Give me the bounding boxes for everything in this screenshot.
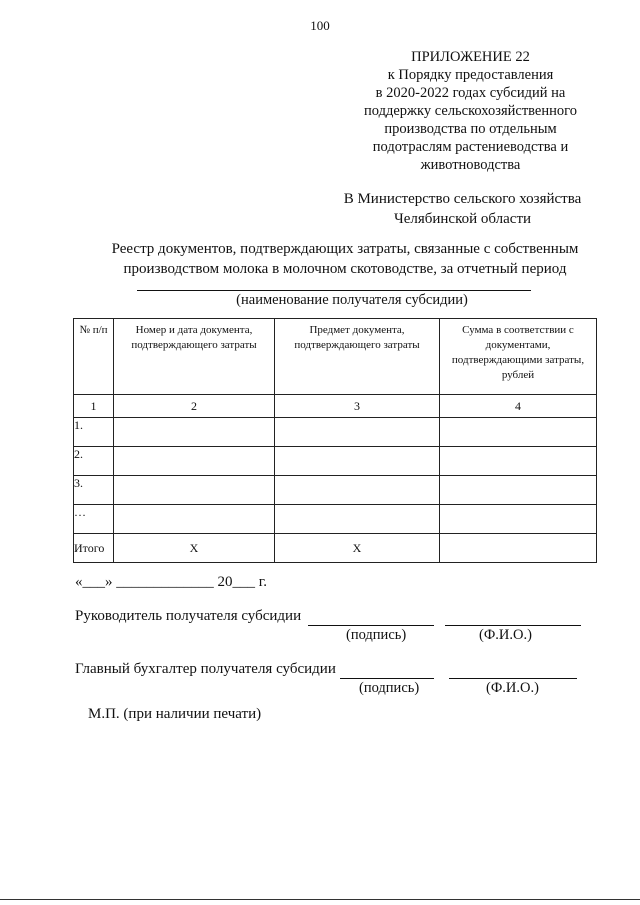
table-cell	[440, 476, 597, 505]
table-cell	[114, 505, 275, 534]
appendix-line: животноводства	[420, 157, 521, 173]
document-title	[60, 239, 630, 279]
table-cell	[275, 505, 440, 534]
head-sign-caption: (подпись)	[346, 627, 407, 643]
column-number: 4	[440, 395, 597, 418]
appendix-line: ПРИЛОЖЕНИЕ 22	[411, 49, 530, 65]
appendix-line: подотраслям растениеводства и	[372, 139, 569, 155]
total-cell: Х	[114, 534, 275, 563]
accountant-signature-label: Главный бухгалтер получателя субсидии	[75, 661, 336, 677]
addressee	[335, 189, 590, 229]
head-signature-row	[75, 608, 301, 625]
title-line: Реестр документов, подтверждающих затраты, связанные с собственным	[111, 241, 579, 257]
total-label: Итого	[74, 534, 114, 563]
row-number: 1.	[74, 418, 114, 447]
recipient-name-line	[137, 290, 531, 291]
table-cell	[114, 476, 275, 505]
appendix-line: производства по отдельным	[384, 121, 557, 137]
accountant-signature-line	[340, 678, 434, 679]
page-number: 100	[310, 18, 330, 33]
total-cell	[440, 534, 597, 563]
expense-register-table	[73, 318, 597, 563]
head-name-line	[445, 625, 581, 626]
table-cell	[275, 418, 440, 447]
table-row	[74, 476, 597, 505]
appendix-line: поддержку сельскохозяйственного	[364, 103, 577, 119]
accountant-name-line	[449, 678, 577, 679]
page-edge-line	[0, 899, 640, 900]
row-number: …	[74, 505, 114, 534]
column-number: 3	[275, 395, 440, 418]
column-number: 1	[74, 395, 114, 418]
total-row	[74, 534, 597, 563]
table-cell	[440, 505, 597, 534]
row-number: 3.	[74, 476, 114, 505]
table-cell	[114, 447, 275, 476]
appendix-heading	[348, 48, 593, 174]
header-cell: Предмет документа, подтверждающего затраты	[275, 319, 440, 395]
head-name-caption: (Ф.И.О.)	[479, 627, 532, 643]
table-row	[74, 505, 597, 534]
table-row	[74, 418, 597, 447]
head-signature-line	[308, 625, 434, 626]
table-cell	[114, 418, 275, 447]
column-number-row	[74, 395, 597, 418]
seal-note: М.П. (при наличии печати)	[88, 706, 262, 722]
addressee-line: Челябинской области	[393, 211, 532, 227]
header-cell: № п/п	[74, 319, 114, 395]
header-cell: Сумма в соответствии с документами, подтверждающими затраты, рублей	[440, 319, 597, 395]
date-line: «___» _____________ 20___ г.	[75, 574, 267, 590]
accountant-signature-row	[75, 661, 336, 678]
header-cell: Номер и дата документа, подтверждающего затраты	[114, 319, 275, 395]
addressee-line: В Министерство сельского хозяйства	[343, 191, 582, 207]
head-signature-label: Руководитель получателя субсидии	[75, 608, 302, 624]
title-line: производством молока в молочном скотоводстве, за отчетный период	[123, 261, 567, 277]
table-header-row	[74, 319, 597, 395]
appendix-line: в 2020-2022 годах субсидий на	[375, 85, 566, 101]
accountant-name-caption: (Ф.И.О.)	[486, 680, 539, 696]
accountant-sign-caption: (подпись)	[359, 680, 420, 696]
table-row	[74, 447, 597, 476]
column-number: 2	[114, 395, 275, 418]
recipient-caption: (наименование получателя субсидии)	[236, 292, 468, 308]
table-cell	[440, 447, 597, 476]
table-cell	[275, 447, 440, 476]
total-cell: Х	[275, 534, 440, 563]
table-cell	[275, 476, 440, 505]
table-cell	[440, 418, 597, 447]
row-number: 2.	[74, 447, 114, 476]
appendix-line: к Порядку предоставления	[387, 67, 554, 83]
